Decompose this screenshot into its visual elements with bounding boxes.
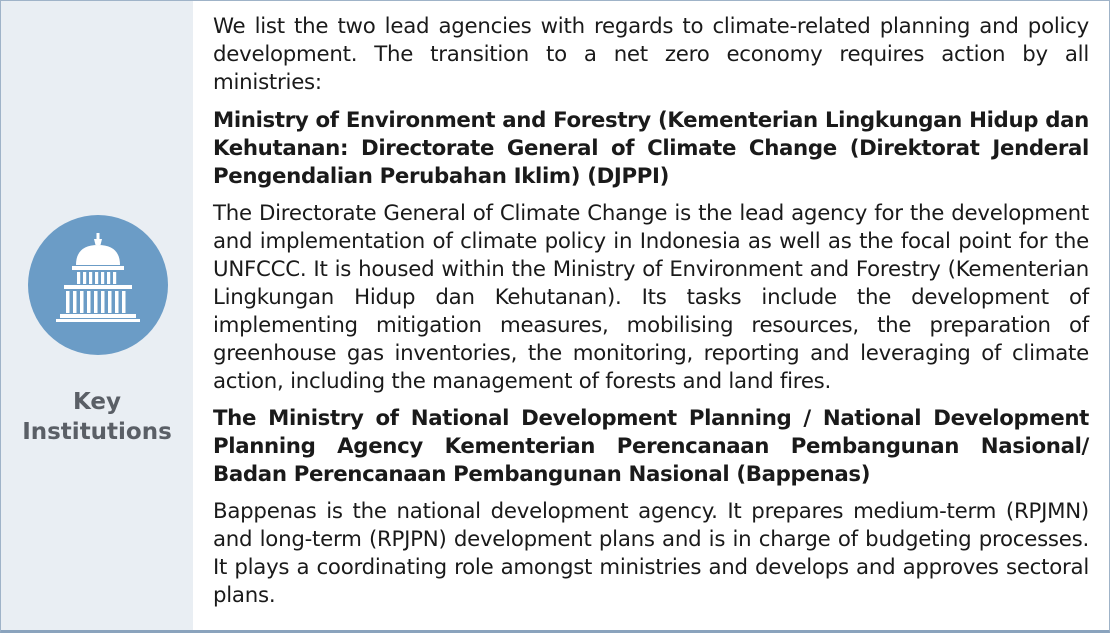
section-heading-ministry-environment: Ministry of Environment and Forestry (Kementerian Lingkungan Hidup dan Kehutanan: Directorate General of Climate Change (Direktorat Jenderal Pengendalian Perubahan Iklim) (DJPPI) [213, 108, 1089, 189]
intro-paragraph: We list the two lead agencies with regards to climate-related planning and policy development. The transition to a net zero economy requires action by all ministries: [213, 14, 1089, 95]
section-heading-bappenas: The Ministry of National Development Planning / National Development Planning Agency Kementerian Perencanaan Pembangunan Nasional/ Badan Perencanaan Pembangunan Nasional (Bappenas) [213, 406, 1089, 487]
sidebar [1, 1, 193, 630]
sidebar-title-line2: Institutions [22, 419, 172, 445]
section-body-ministry-environment: The Directorate General of Climate Change is the lead agency for the development and implementation of climate policy in Indonesia as well as the focal point for the UNFCCC. It is housed within the Ministry of Environment and Forestry (Kementerian Lingkungan Hidup dan Kehutanan). Its tasks include the development of implementing mitigation measures, mobilising resources, the preparation of greenhouse gas inventories, the monitoring, reporting and leveraging of climate action, including the management of forests and land fires. [213, 201, 1089, 394]
content-area [193, 1, 1109, 630]
sidebar-title [1, 387, 193, 447]
government-building-icon [28, 215, 168, 355]
section-body-bappenas: Bappenas is the national development agency. It prepares medium-term (RPJMN) and long-term (RPJPN) development plans and is in charge of budgeting processes. It plays a coordinating role amongst ministries and develops and approves sectoral plans. [213, 499, 1089, 608]
sidebar-title-line1: Key [72, 389, 121, 415]
